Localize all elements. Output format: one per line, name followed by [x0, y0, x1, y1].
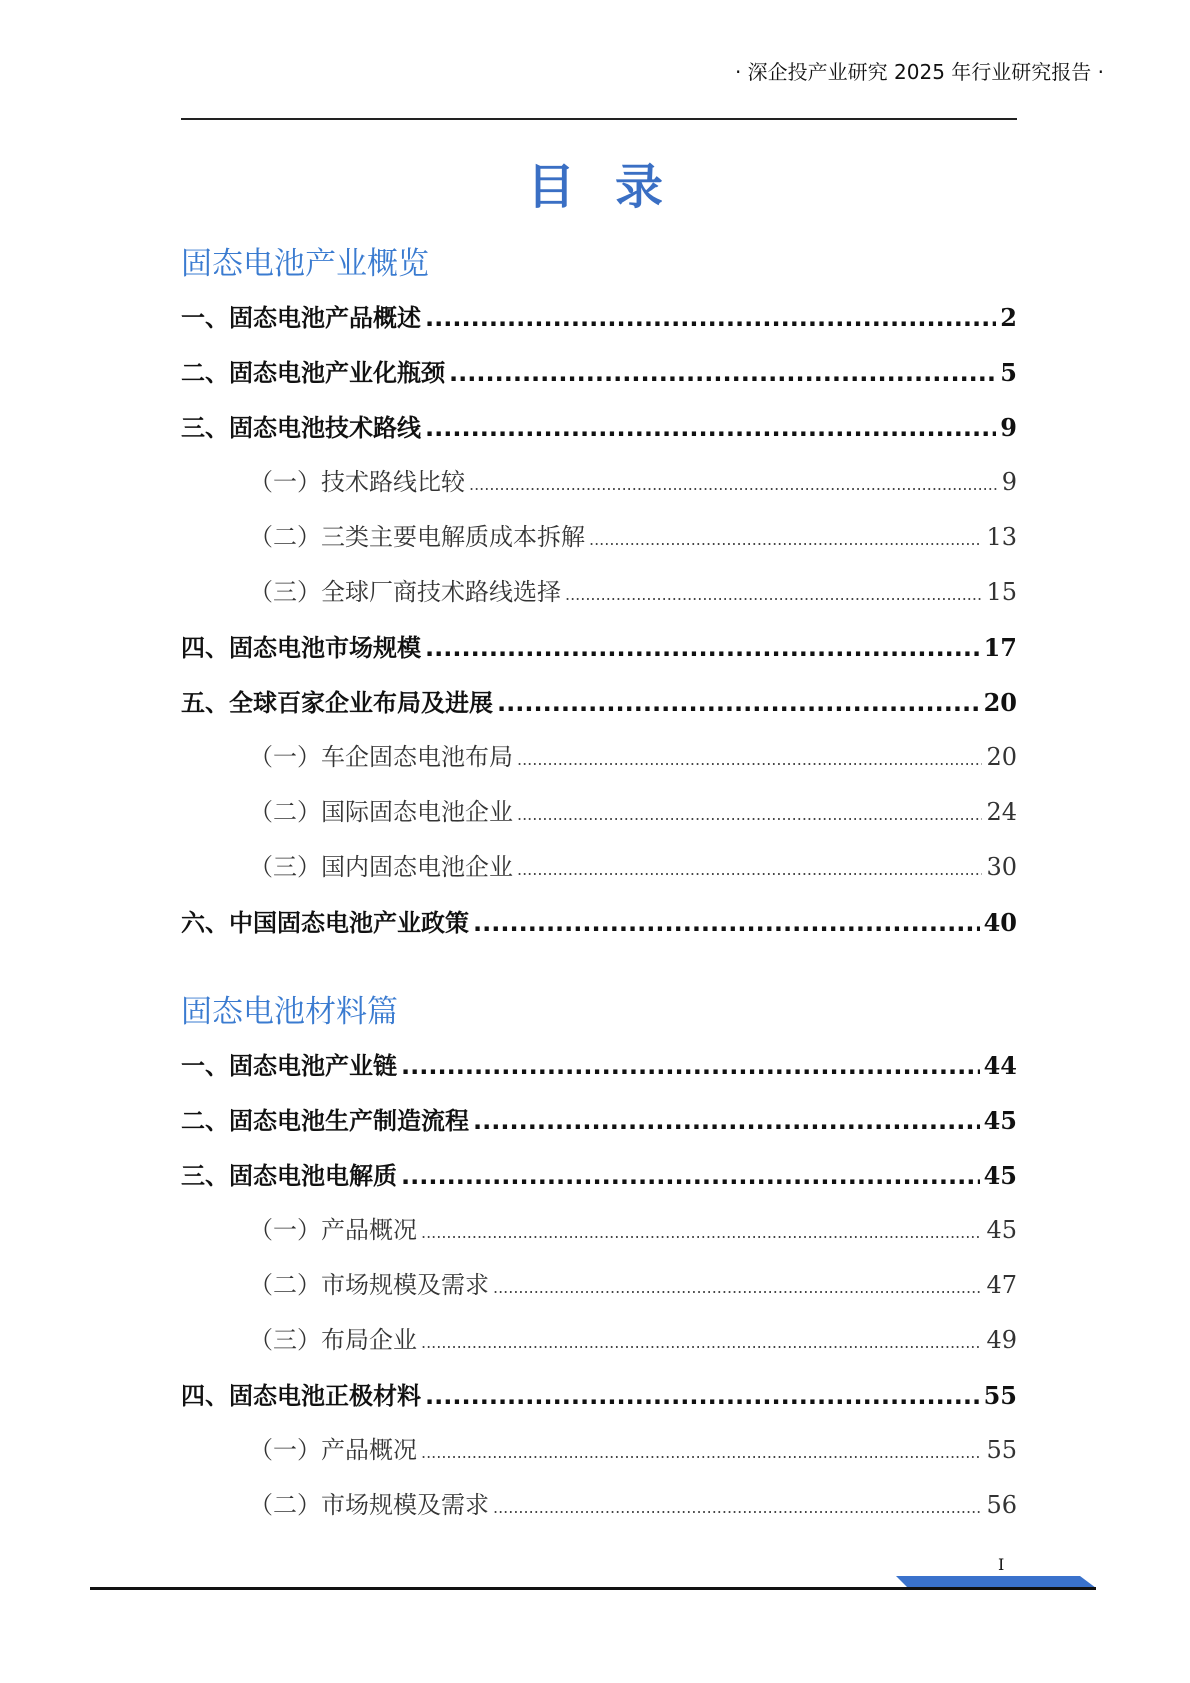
toc-subentry[interactable] [181, 785, 1017, 840]
toc-subentry[interactable] [181, 1313, 1017, 1368]
toc-entry-label: 一、固态电池产业链 [181, 1052, 397, 1080]
toc-entry-label: 一、固态电池产品概述 [181, 304, 421, 332]
dot-leader [425, 401, 996, 456]
toc-entry-label: （二）三类主要电解质成本拆解 [249, 523, 585, 551]
dot-leader [425, 621, 980, 676]
dot-leader [421, 1425, 982, 1480]
toc-page-number: 45 [983, 1106, 1017, 1135]
header-rule [181, 118, 1017, 120]
toc-page-number: 45 [986, 1216, 1017, 1244]
dot-leader [425, 291, 996, 346]
toc-entry[interactable] [181, 1038, 1017, 1093]
toc-subentry[interactable] [181, 1258, 1017, 1313]
toc-entry[interactable] [181, 895, 1017, 950]
toc-subentry[interactable] [181, 1203, 1017, 1258]
dot-leader [493, 1480, 982, 1535]
toc-page-number: 44 [983, 1051, 1017, 1080]
toc-subentry[interactable] [181, 730, 1017, 785]
dot-leader [421, 1315, 982, 1370]
toc-entry-label: （一）产品概况 [249, 1436, 417, 1464]
toc-page-number: 13 [986, 523, 1017, 551]
toc-entry[interactable] [181, 620, 1017, 675]
toc-page-number: 2 [1000, 303, 1017, 332]
toc-entry[interactable] [181, 1093, 1017, 1148]
toc-entry-label: （三）国内固态电池企业 [249, 853, 513, 881]
toc-entry-label: （一）车企固态电池布局 [249, 743, 513, 771]
section-gap [181, 950, 1017, 986]
toc-page-number: 49 [986, 1326, 1017, 1354]
running-header: · 深企投产业研究 2025 年行业研究报告 · [734, 60, 1104, 84]
dot-leader [565, 567, 982, 622]
toc-page-number: 40 [983, 908, 1017, 937]
toc-entry-label: 五、全球百家企业布局及进展 [181, 689, 493, 717]
toc-entry-label: 二、固态电池产业化瓶颈 [181, 359, 445, 387]
toc-entry-label: （一）技术路线比较 [249, 468, 465, 496]
toc-page-number: 9 [1001, 468, 1017, 496]
toc-entry-label: （三）全球厂商技术路线选择 [249, 578, 561, 606]
toc-entry[interactable] [181, 675, 1017, 730]
toc-entry[interactable] [181, 1368, 1017, 1423]
dot-leader [517, 787, 982, 842]
dot-leader [517, 732, 982, 787]
toc-page-number: 20 [986, 743, 1017, 771]
toc-entry-label: （三）布局企业 [249, 1326, 417, 1354]
toc-entry-label: 四、固态电池市场规模 [181, 634, 421, 662]
toc-page-number: 30 [986, 853, 1017, 881]
toc-subentry[interactable] [181, 455, 1017, 510]
toc-subentry[interactable] [181, 1423, 1017, 1478]
toc-page-number: 55 [983, 1381, 1017, 1410]
dot-leader [589, 512, 982, 567]
dot-leader [493, 1260, 982, 1315]
toc-entry[interactable] [181, 345, 1017, 400]
toc-entry-label: （二）市场规模及需求 [249, 1491, 489, 1519]
toc-entry-label: 二、固态电池生产制造流程 [181, 1107, 469, 1135]
toc-entry[interactable] [181, 400, 1017, 455]
dot-leader [401, 1149, 980, 1204]
toc-page-number: 9 [1000, 413, 1017, 442]
toc-page-number: 55 [986, 1436, 1017, 1464]
toc-entry-label: （一）产品概况 [249, 1216, 417, 1244]
toc-entry-label: 三、固态电池技术路线 [181, 414, 421, 442]
toc-section-heading: 固态电池材料篇 [181, 994, 398, 1030]
toc-page-number: 24 [986, 798, 1017, 826]
toc-entry-label: 四、固态电池正极材料 [181, 1382, 421, 1410]
toc-page-number: 15 [986, 578, 1017, 606]
dot-leader [497, 676, 980, 731]
dot-leader [425, 1369, 980, 1424]
toc-page-number: 47 [986, 1271, 1017, 1299]
page-title: 目录 [526, 159, 703, 215]
dot-leader [421, 1205, 982, 1260]
table-of-contents [181, 238, 1017, 1533]
toc-page-number: 17 [983, 633, 1017, 662]
toc-page-number: 45 [983, 1161, 1017, 1190]
footer-rule [90, 1587, 1096, 1590]
toc-entry-label: （二）国际固态电池企业 [249, 798, 513, 826]
toc-entry[interactable] [181, 1148, 1017, 1203]
toc-subentry[interactable] [181, 840, 1017, 895]
toc-subentry[interactable] [181, 565, 1017, 620]
toc-subentry[interactable] [181, 510, 1017, 565]
toc-page-number: 5 [1000, 358, 1017, 387]
toc-entry-label: 六、中国固态电池产业政策 [181, 909, 469, 937]
toc-entry-label: 三、固态电池电解质 [181, 1162, 397, 1190]
footer-page-number: I [998, 1555, 1005, 1574]
toc-page-number: 56 [986, 1491, 1017, 1519]
dot-leader [473, 896, 980, 951]
dot-leader [449, 346, 996, 401]
dot-leader [469, 457, 998, 512]
toc-section-heading: 固态电池产业概览 [181, 246, 429, 282]
toc-entry[interactable] [181, 290, 1017, 345]
toc-entry-label: （二）市场规模及需求 [249, 1271, 489, 1299]
toc-subentry[interactable] [181, 1478, 1017, 1533]
dot-leader [401, 1039, 980, 1094]
dot-leader [517, 842, 982, 897]
dot-leader [473, 1094, 980, 1149]
toc-page-number: 20 [983, 688, 1017, 717]
